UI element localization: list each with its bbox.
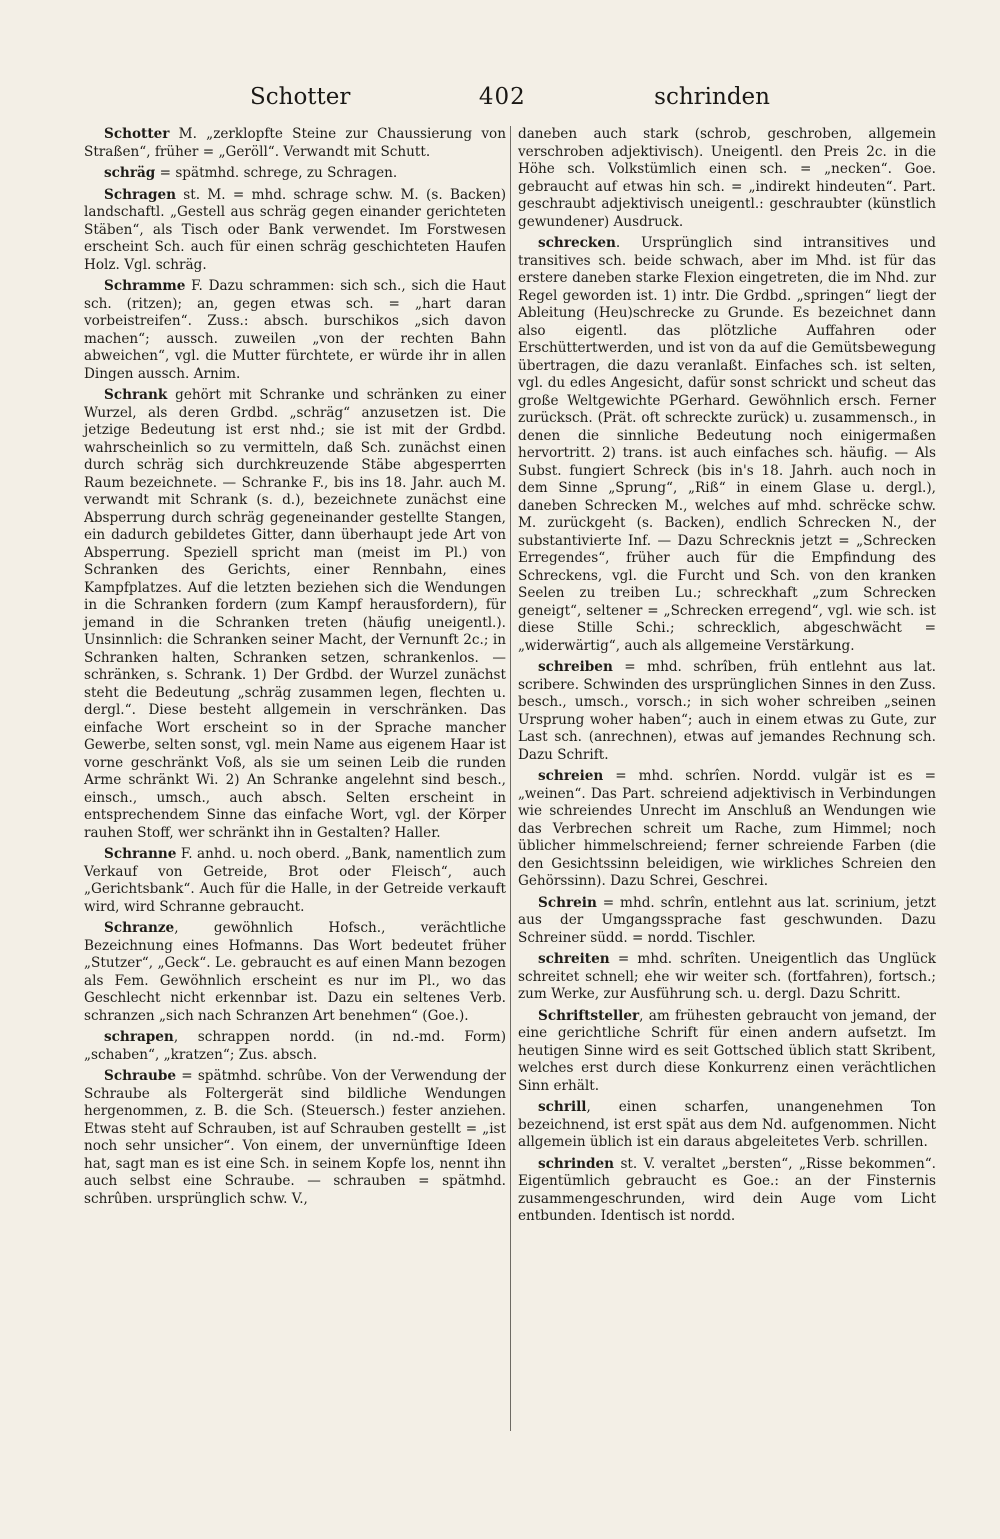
- entry-headword: Schranne: [104, 846, 177, 862]
- entry-text: gehört mit Schranke und schränken zu einer Wurzel, als deren Grdbd. „schräg“ anzusetzen ist. Die jetzige Bedeutung ist erst nhd.; sie ist mit der Grdbd. wahrscheinlich so zu vermitteln, daß Sch. zunächst einen durch schräg sich durchkreuzende Stäbe abgesperrten Raum bezeichnete. — Schranke F., bis ins 18. Jahr. auch M. verwandt mit Schrank (s. d.), bezeichnete zunächst eine Absperrung durch schräg gegeneinander gestellte Stangen, ein dadurch gebildetes Gitter, dann überhaupt jede Art von Absperrung. Speziell spricht man (meist im Pl.) von Schranken des Gerichts, einer Rennbahn, eines Kampfplatzes. Auf die letzten beziehen sich die Wendungen in die Schranken fordern (zum Kampf herausfordern), für jemand in die Schranken treten (häufig uneigentl.). Unsinnlich: die Schranken seiner Macht, der Vernunft 2c.; in Schranken halten, Schranken setzen, schrankenlos. — schränken, s. Schrank. 1) Der Grdbd. der Wurzel zunächst steht die Bedeutung „schräg zusammen legen, flechten u. dergl.“. Diese besteht allgemein in verschränken. Das einfache Wort erscheint so in der Sprache mancher Gewerbe, selten sonst, vgl. mein Name aus eigenem Haar ist vorne geschränkt Voß, als sie um seinen Leib die runden Arme schränkt Wi. 2) An Schranke angelehnt sind besch., einsch., umsch., auch absch. Selten erscheint in entsprechendem Sinne das einfache Wort, vgl. der Körper rauhen Stoff, wer schränkt ihn in Gestalten? Haller.: [84, 387, 506, 841]
- entry: [518, 1008, 936, 1096]
- entry-text: = spätmhd. schrege, zu Schragen.: [155, 165, 398, 181]
- entry-headword: Schriftsteller: [538, 1007, 640, 1024]
- column-divider: [510, 126, 511, 1431]
- entry: [84, 187, 506, 275]
- entry: [518, 235, 936, 655]
- entry: [84, 126, 506, 161]
- entry-text: F. anhd. u. noch oberd. „Bank, namentlich zum Verkauf von Getreide, Brot oder Fleisch“, auch „Gerichtsbank“. Auch für die Halle, in der Getreide verkauft wird, wird Schranne gebraucht.: [84, 846, 506, 915]
- entry: [518, 659, 936, 764]
- entry-text: st. M. = mhd. schrage schw. M. (s. Backen) landschaftl. „Gestell aus schräg gegen einander gerichteten Stäben“, als Tisch oder Bank verwendet. Im Forstwesen erscheint Sch. auch für einen schräg geschichteten Haufen Holz. Vgl. schräg.: [84, 186, 506, 273]
- entry: [518, 1099, 936, 1152]
- entry-text: M. „zerklopfte Steine zur Chaussierung von Straßen“, früher = „Geröll“. Verwandt mit Schutt.: [84, 126, 506, 160]
- entry: [84, 846, 506, 916]
- running-head-left: Schotter: [250, 84, 351, 110]
- left-column: [84, 126, 506, 1212]
- entry-headword: schrinden: [538, 1155, 615, 1172]
- entry: [518, 768, 936, 891]
- entry: [84, 278, 506, 383]
- entry-headword: schreiten: [538, 951, 610, 967]
- entry-continuation: [518, 126, 936, 231]
- entry-text: , gewöhnlich Hofsch., verächtliche Bezeichnung eines Hofmanns. Das Wort bedeutet früher „Stutzer“, „Geck“. Le. gebraucht es auf einen Mann bezogen als Fem. Gewöhnlich erscheint es nur im Pl., wo das Geschlecht nicht erkennbar ist. Dazu ein seltenes Verb. schranzen „sich nach Schranzen Art benehmen“ (Goe.).: [84, 920, 506, 1024]
- entry-headword: Schrein: [538, 894, 597, 911]
- entry-text: = mhd. schrîn, entlehnt aus lat. scrinium, jetzt aus der Umgangssprache fast geschwunden. Dazu Schreiner südd. = nordd. Tischler.: [518, 894, 936, 946]
- entry-headword: Schragen: [104, 186, 176, 203]
- entry-text: daneben auch stark (schrob, geschroben, allgemein verschroben adjektivisch). Uneigentl. den Preis 2c. in die Höhe sch. Volkstümlich einen sch. = „necken“. Goe. gebraucht auf etwas hin sch. = „indirekt hindeuten“. Part. geschraubt adjektivisch uneigentl.: geschraubter (künstlich gewundener) Ausdruck.: [518, 126, 936, 230]
- entry-headword: schreien: [538, 768, 604, 784]
- entry-headword: schräg: [104, 165, 156, 181]
- entry-text: = spätmhd. schrûbe. Von der Verwendung der Schraube als Foltergerät sind bildliche Wendungen hergenommen, z. B. die Sch. (Steuersch.) fester anziehen. Etwas steht auf Schrauben, ist auf Schrauben gestellt = „ist noch sehr unsicher“. Von einem, der unvernünftige Ideen hat, sagt man es ist eine Sch. in seinem Kopfe los, nennt ihn auch selbst eine Schraube. — schrauben = spätmhd. schrûben. ursprünglich schw. V.,: [84, 1068, 506, 1207]
- entry: [518, 951, 936, 1004]
- entry-headword: schrapen: [104, 1029, 174, 1045]
- entry-headword: schrill: [538, 1099, 587, 1115]
- entry: [84, 387, 506, 842]
- entry: [518, 895, 936, 948]
- entry-headword: Schotter: [104, 126, 170, 142]
- right-column: [518, 126, 936, 1230]
- running-head-right: schrinden: [654, 84, 770, 110]
- entry-headword: schreiben: [538, 659, 613, 675]
- entry-text: = mhd. schrîben, früh entlehnt aus lat. scribere. Schwinden des ursprünglichen Sinnes in den Zuss. besch., umsch., vorsch.; in sich woher schreiben „seinen Ursprung woher haben“; auch in einem etwas zu Gute, zur Last sch. (anrechnen), etwas auf jemandes Rechnung sch. Dazu Schrift.: [518, 659, 936, 763]
- entry-headword: schrecken: [538, 235, 616, 251]
- entry-headword: Schraube: [104, 1068, 176, 1084]
- entry: [84, 1029, 506, 1064]
- entry: [84, 165, 506, 183]
- entry-headword: Schranze: [104, 920, 175, 936]
- entry-headword: Schrank: [104, 387, 168, 403]
- entry-text: , am frühesten gebraucht von jemand, der eine gerichtliche Schrift für einen andern aufsetzt. Im heutigen Sinne wird es seit Gottsched üblich statt Skribent, welches erst durch diese Konkurrenz einen verächtlichen Sinn erhält.: [518, 1007, 936, 1094]
- entry-text: F. Dazu schrammen: sich sch., sich die Haut sch. (ritzen); an, gegen etwas sch. = „hart daran vorbeistreifen“. Zuss.: absch. burschikos „sich davon machen“; aussch. zuweilen „von der rechten Bahn abweichen“, vgl. die Mutter fürchtete, er würde ihr in allen Dingen aussch. Arnim.: [84, 278, 506, 382]
- entry: [84, 920, 506, 1025]
- running-head: [250, 84, 770, 120]
- page-number: 402: [478, 84, 526, 110]
- entry: [518, 1156, 936, 1226]
- entry-text: , einen scharfen, unangenehmen Ton bezeichnend, ist erst spät aus dem Nd. aufgenommen. Nicht allgemein üblich ist ein daraus abgeleitetes Verb. schrillen.: [518, 1099, 936, 1150]
- entry-text: = mhd. schrîten. Uneigentlich das Unglück schreitet schnell; ehe wir weiter sch. (fortfahren), fortsch.; zum Werke, zur Ausführung sch. u. dergl. Dazu Schritt.: [518, 951, 936, 1002]
- entry: [84, 1068, 506, 1208]
- entry-text: . Ursprünglich sind intransitives und transitives sch. beide schwach, aber im Mhd. ist für das erstere daneben starke Flexion eingetreten, die im Nhd. zur Regel geworden ist. 1) intr. Die Grdbd. „springen“ liegt der Ableitung (Heu)schrecke zu Grunde. Es bezeichnet dann also eigentl. das plötzliche Auffahren oder Erschüttertwerden, und ist von da auf die Gemütsbewegung übertragen, die dazu veranlaßt. Einfaches sch. ist selten, vgl. du edles Angesicht, dafür sonst schrickt und scheut das große Weltgewichte PGerhard. Gewöhnlich ersch. Ferner zurücksch. (Prät. oft schreckte zurück) u. zusammensch., in denen die sinnliche Bedeutung noch einigermaßen hervortritt. 2) trans. ist auch einfaches sch. häufig. — Als Subst. fungiert Schreck (bis in's 18. Jahrh. auch noch in dem Sinne „Sprung“, „Riß“ in einem Glase u. dergl.), daneben Schrecken M., welches auf mhd. schrëcke schw. M. zurückgeht (s. Backen), endlich Schrecken N., der substantivierte Inf. — Dazu Schrecknis jetzt = „Schrecken Erregendes“, früher auch für die Empfindung des Schreckens, vgl. die Furcht und Sch. von den kranken Seelen zu treiben Lu.; schreckhaft „zum Schrecken geneigt“, seltener = „Schrecken erregend“, vgl. wie sch. ist diese Stille Schi.; schrecklich, abgeschwächt = „widerwärtig“, auch als allgemeine Verstärkung.: [518, 235, 936, 654]
- entry-text: = mhd. schrîen. Nordd. vulgär ist es = „weinen“. Das Part. schreiend adjektivisch in Verbindungen wie schreiendes Unrecht im Anschluß an Wendungen wie das Verbrechen schreit um Rache, zum Himmel; noch üblicher himmelschreiend; ferner schreiende Farben (die den Gesichtssinn beleidigen, wie wirkliches Schreien den Gehörssinn). Dazu Schrei, Geschrei.: [518, 768, 936, 889]
- entry-headword: Schramme: [104, 278, 186, 294]
- entry-text: , schrappen nordd. (in nd.-md. Form) „schaben“, „kratzen“; Zus. absch.: [84, 1029, 506, 1063]
- entry-text: st. V. veraltet „bersten“, „Risse bekommen“. Eigentümlich gebraucht es Goe.: an der Finsternis zusammengeschrunden, wird dein Auge vom Licht entbunden. Identisch ist nordd.: [518, 1155, 936, 1224]
